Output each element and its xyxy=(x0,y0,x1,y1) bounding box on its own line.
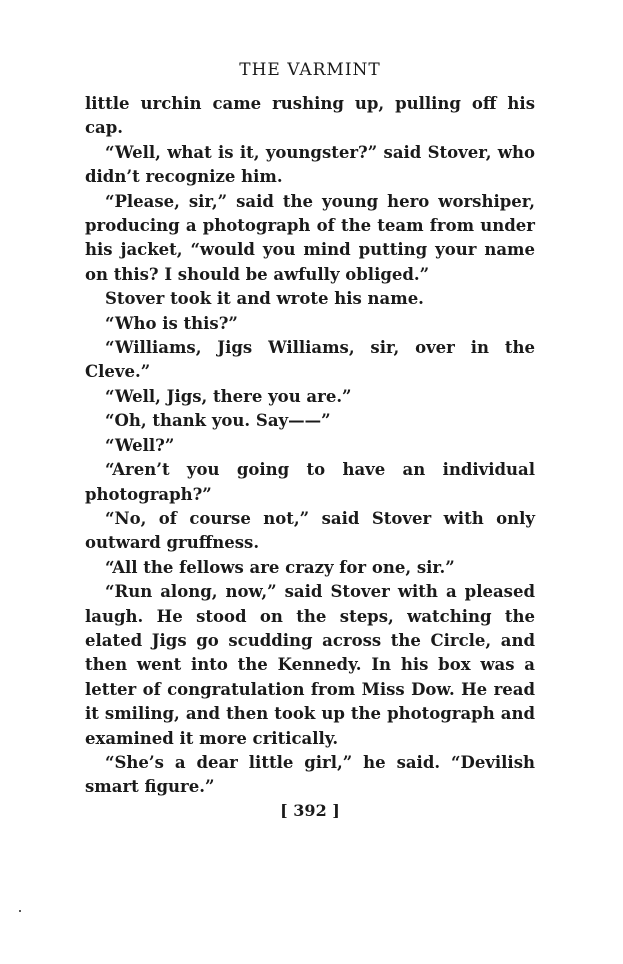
running-head: THE VARMINT xyxy=(239,60,381,80)
paragraph: “Aren’t you going to have an individual photograph?” xyxy=(85,460,535,504)
page-number: [ 392 ] xyxy=(280,801,340,820)
print-speck xyxy=(19,910,21,912)
paragraph: “Well?” xyxy=(105,435,175,455)
paragraph: “Oh, thank you. Say——” xyxy=(105,411,331,431)
paragraph: “Well, what is it, youngster?” said Stover, who didn’t recognize him. xyxy=(85,142,535,187)
paragraph: “Run along, now,” said Stover with a pleased laugh. He stood on the steps, watching the elated Jigs go scudding across the Circle, and then went into the Kennedy. In his box was a letter of congratulation from Miss Dow. He read it smiling, and then took up the photograph and examined it more critically. xyxy=(85,582,535,748)
paragraph: “Who is this?” xyxy=(105,313,238,333)
paragraph: “She’s a dear little girl,” he said. “Devilish smart figure.” xyxy=(85,752,535,797)
paragraph: “Williams, Jigs Williams, sir, over in the Cleve.” xyxy=(85,338,535,382)
paragraph: “All the fellows are crazy for one, sir.” xyxy=(105,557,455,577)
paragraph: Stover took it and wrote his name. xyxy=(105,289,424,309)
paragraph: “No, of course not,” said Stover with only outward gruffness. xyxy=(85,508,535,553)
paragraph: little urchin came rushing up, pulling off his cap. xyxy=(85,94,535,138)
paragraph: “Well, Jigs, there you are.” xyxy=(105,386,352,406)
body-text xyxy=(85,92,535,800)
paragraph: “Please, sir,” said the young hero worshiper, producing a photograph of the team from under his jacket, “would you mind putting your name on this? I should be awfully obliged.” xyxy=(85,191,535,284)
